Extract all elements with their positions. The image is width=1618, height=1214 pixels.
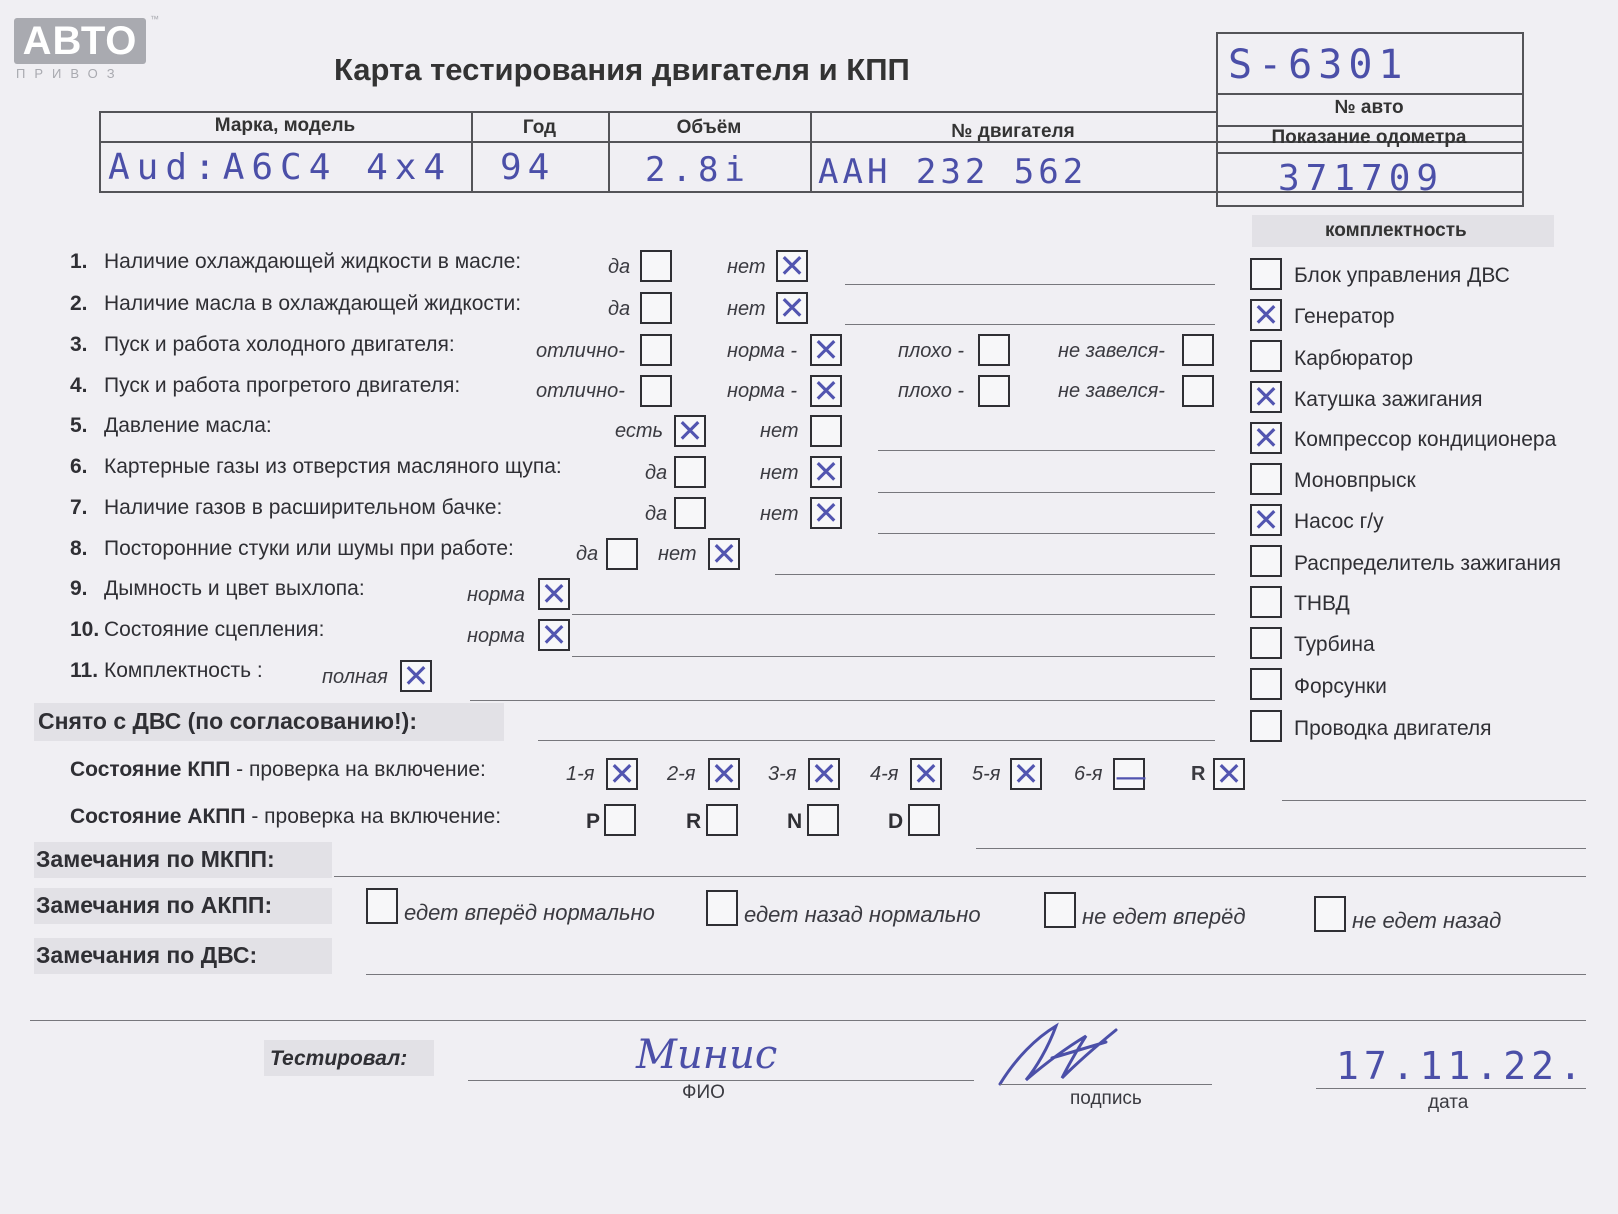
option-checkbox[interactable] <box>640 334 672 366</box>
mode-label: D <box>888 810 904 833</box>
volume-header: Объём <box>676 117 742 138</box>
option-label: норма - <box>727 340 798 362</box>
question-number: 4. <box>70 374 88 397</box>
check-mark-icon: ✕ <box>1215 755 1243 793</box>
gear-label: 5-я <box>972 763 1001 785</box>
option-label: да <box>608 298 631 320</box>
option-label: да <box>576 543 599 565</box>
gear-checkbox[interactable] <box>606 755 638 793</box>
check-mark-icon: ✕ <box>608 755 636 793</box>
question-text: Картерные газы из отверстия масляного щупа: <box>104 455 562 478</box>
check-mark-icon: ✕ <box>540 575 568 613</box>
completeness-checkbox[interactable] <box>1250 545 1282 577</box>
question-number: 10. <box>70 618 100 641</box>
check-mark-icon: ✕ <box>1252 378 1280 416</box>
option-checkbox[interactable] <box>978 334 1010 366</box>
completeness-label: Генератор <box>1294 305 1395 328</box>
option-label: отлично- <box>536 380 625 402</box>
option-label: плохо - <box>898 340 965 362</box>
completeness-label: Компрессор кондиционера <box>1294 428 1557 451</box>
question-number: 3. <box>70 333 88 356</box>
removed-from-engine-label: Снято с ДВС (по согласованию!): <box>38 708 417 734</box>
question-text: Давление масла: <box>104 414 272 437</box>
engine-number-header: № двигателя <box>951 121 1075 142</box>
gear-checkbox[interactable] <box>1010 755 1042 793</box>
gear-label: 2-я <box>667 763 696 785</box>
brand-model-value: Aud:A6C4 4x4 <box>108 147 453 188</box>
question-text: Наличие газов в расширительном бачке: <box>104 496 503 519</box>
completeness-label: Блок управления ДВС <box>1294 264 1510 287</box>
option-checkbox[interactable] <box>674 456 706 488</box>
mode-checkbox[interactable] <box>908 804 940 836</box>
completeness-label: Моновпрыск <box>1294 469 1416 492</box>
completeness-label: Катушка зажигания <box>1294 388 1483 411</box>
akpp-remark-label: не едет назад <box>1352 908 1502 933</box>
question-number: 1. <box>70 250 88 273</box>
logo-subtitle: ПРИВОЗ <box>16 66 124 81</box>
tester-name-handwritten: Минис <box>636 1032 778 1078</box>
completeness-checkbox[interactable] <box>1250 340 1282 372</box>
option-checkbox[interactable] <box>640 250 672 282</box>
gear-label: 3-я <box>768 763 797 785</box>
option-checkbox[interactable] <box>810 372 842 410</box>
question-number: 11. <box>70 659 99 682</box>
option-checkbox[interactable] <box>978 375 1010 407</box>
logo-trademark: ™ <box>150 14 159 24</box>
question-text: Состояние сцепления: <box>104 618 325 641</box>
option-label: нет <box>760 503 799 525</box>
option-checkbox[interactable] <box>606 538 638 570</box>
option-checkbox[interactable] <box>776 247 808 285</box>
completeness-checkbox[interactable] <box>1250 710 1282 742</box>
completeness-checkbox[interactable] <box>1250 586 1282 618</box>
completeness-checkbox[interactable] <box>1250 627 1282 659</box>
option-label: есть <box>615 420 664 442</box>
completeness-checkbox[interactable] <box>1250 501 1282 539</box>
odometer-header: Показание одометра <box>1271 127 1467 148</box>
option-label: да <box>645 503 668 525</box>
check-mark-icon: ✕ <box>778 289 806 327</box>
completeness-checkbox[interactable] <box>1250 668 1282 700</box>
option-label: норма - <box>727 380 798 402</box>
completeness-label: ТНВД <box>1294 592 1350 615</box>
gear-label: 4-я <box>870 763 899 785</box>
mode-label: N <box>787 810 803 833</box>
option-label: да <box>645 462 668 484</box>
completeness-label: Проводка двигателя <box>1294 717 1492 740</box>
option-checkbox[interactable] <box>538 575 570 613</box>
check-mark-icon: ✕ <box>710 755 738 793</box>
question-text: Дымность и цвет выхлопа: <box>104 577 365 600</box>
option-label: нет <box>658 543 697 565</box>
odometer-value: 371709 <box>1278 158 1445 199</box>
option-checkbox[interactable] <box>810 453 842 491</box>
completeness-checkbox[interactable] <box>1250 378 1282 416</box>
check-mark-icon: ✕ <box>812 494 840 532</box>
option-checkbox[interactable] <box>810 494 842 532</box>
completeness-checkbox[interactable] <box>1250 296 1282 334</box>
completeness-label: Распределитель зажигания <box>1294 552 1562 575</box>
check-mark-icon: ✕ <box>540 616 568 654</box>
question-text: Посторонние стуки или шумы при работе: <box>104 537 514 560</box>
akpp-remark-label: не едет вперёд <box>1082 904 1246 929</box>
option-checkbox[interactable] <box>1182 334 1214 366</box>
option-checkbox[interactable] <box>810 331 842 369</box>
mode-checkbox[interactable] <box>604 804 636 836</box>
question-number: 8. <box>70 537 88 560</box>
akpp-remark-checkbox[interactable] <box>1044 892 1076 928</box>
year-value: 94 <box>500 147 556 188</box>
dash-mark-icon: — <box>1115 757 1147 795</box>
signature-scribble <box>996 1018 1126 1088</box>
option-checkbox[interactable] <box>640 375 672 407</box>
option-label: полная <box>322 666 388 688</box>
gear-label: 6-я <box>1074 763 1103 785</box>
option-checkbox[interactable] <box>776 289 808 327</box>
question-number: 6. <box>70 455 88 478</box>
option-checkbox[interactable] <box>810 415 842 447</box>
option-checkbox[interactable] <box>674 497 706 529</box>
option-checkbox[interactable] <box>674 412 706 450</box>
akpp-remark-label: едет вперёд нормально <box>404 900 655 925</box>
mode-checkbox[interactable] <box>706 804 738 836</box>
year-header: Год <box>522 117 557 138</box>
question-number: 2. <box>70 292 88 315</box>
option-label: отлично- <box>536 340 625 362</box>
check-mark-icon: ✕ <box>810 755 838 793</box>
engine-number-value: AAH 232 562 <box>818 152 1088 192</box>
check-mark-icon: ✕ <box>778 247 806 285</box>
option-checkbox[interactable] <box>708 535 740 573</box>
akpp-remark-label: едет назад нормально <box>744 902 981 927</box>
auto-gearbox-label: Состояние АКПП - проверка на включение: <box>70 805 502 828</box>
completeness-checkbox[interactable] <box>1250 463 1282 495</box>
option-checkbox[interactable] <box>1182 375 1214 407</box>
option-label: нет <box>727 298 766 320</box>
completeness-label: Форсунки <box>1294 675 1387 698</box>
signature-label: подпись <box>1070 1088 1142 1109</box>
akpp-remark-checkbox[interactable] <box>1314 896 1346 932</box>
option-label: нет <box>760 462 799 484</box>
avtoprivoz-logo: АВТО <box>14 18 146 64</box>
remarks-akpp-label: Замечания по АКПП: <box>36 892 273 918</box>
check-mark-icon: ✕ <box>676 412 704 450</box>
option-label: нет <box>727 256 766 278</box>
option-checkbox[interactable] <box>538 616 570 654</box>
completeness-checkbox[interactable] <box>1250 258 1282 290</box>
akpp-remark-checkbox[interactable] <box>366 888 398 924</box>
remarks-dvs-label: Замечания по ДВС: <box>36 942 258 968</box>
completeness-label: Насос г/у <box>1294 510 1384 533</box>
option-label: да <box>608 256 631 278</box>
car-number-value: S-6301 <box>1228 42 1409 88</box>
mode-label: R <box>686 810 702 833</box>
option-checkbox[interactable] <box>400 657 432 695</box>
completeness-title: комплектность <box>1325 220 1467 241</box>
check-mark-icon: ✕ <box>1252 419 1280 457</box>
question-text: Наличие охлаждающей жидкости в масле: <box>104 250 522 273</box>
option-label: плохо - <box>898 380 965 402</box>
check-mark-icon: ✕ <box>1252 501 1280 539</box>
gear-label: 1-я <box>566 763 595 785</box>
fio-label: ФИО <box>682 1082 725 1103</box>
gear-checkbox[interactable] <box>910 755 942 793</box>
question-text: Пуск и работа холодного двигателя: <box>104 333 455 356</box>
remarks-mkpp-label: Замечания по МКПП: <box>36 846 275 872</box>
mode-label: P <box>586 810 601 833</box>
question-number: 7. <box>70 496 88 519</box>
option-label: не завелся- <box>1058 380 1165 402</box>
question-text: Комплектность : <box>104 659 263 682</box>
akpp-remark-checkbox[interactable] <box>706 890 738 926</box>
completeness-checkbox[interactable] <box>1250 419 1282 457</box>
check-mark-icon: ✕ <box>402 657 430 695</box>
gear-label: R <box>1191 763 1206 785</box>
check-mark-icon: ✕ <box>812 372 840 410</box>
gear-checkbox[interactable] <box>708 755 740 793</box>
completeness-label: Турбина <box>1294 633 1375 656</box>
question-text: Пуск и работа прогретого двигателя: <box>104 374 461 397</box>
check-mark-icon: ✕ <box>912 755 940 793</box>
gear-checkbox[interactable] <box>808 755 840 793</box>
question-text: Наличие масла в охлаждающей жидкости: <box>104 292 522 315</box>
option-label: норма <box>467 625 525 647</box>
manual-gearbox-label: Состояние КПП - проверка на включение: <box>70 758 486 781</box>
volume-value: 2.8i <box>645 150 751 190</box>
page-title: Карта тестирования двигателя и КПП <box>334 52 910 87</box>
option-label: нет <box>760 420 799 442</box>
date-handwritten: 17.11.22. <box>1336 1044 1587 1088</box>
option-checkbox[interactable] <box>640 292 672 324</box>
completeness-label: Карбюратор <box>1294 347 1414 370</box>
question-number: 9. <box>70 577 88 600</box>
option-label: норма <box>467 584 525 606</box>
option-label: не завелся- <box>1058 340 1165 362</box>
question-number: 5. <box>70 414 88 437</box>
check-mark-icon: ✕ <box>710 535 738 573</box>
check-mark-icon: ✕ <box>1012 755 1040 793</box>
check-mark-icon: ✕ <box>1252 296 1280 334</box>
date-label: дата <box>1428 1092 1469 1113</box>
gear-checkbox[interactable] <box>1113 757 1147 795</box>
car-number-header: № авто <box>1334 97 1404 118</box>
gear-checkbox[interactable] <box>1213 755 1245 793</box>
check-mark-icon: ✕ <box>812 453 840 491</box>
check-mark-icon: ✕ <box>812 331 840 369</box>
tested-by-label: Тестировал: <box>270 1047 408 1070</box>
brand-model-header: Марка, модель <box>214 115 356 136</box>
mode-checkbox[interactable] <box>807 804 839 836</box>
